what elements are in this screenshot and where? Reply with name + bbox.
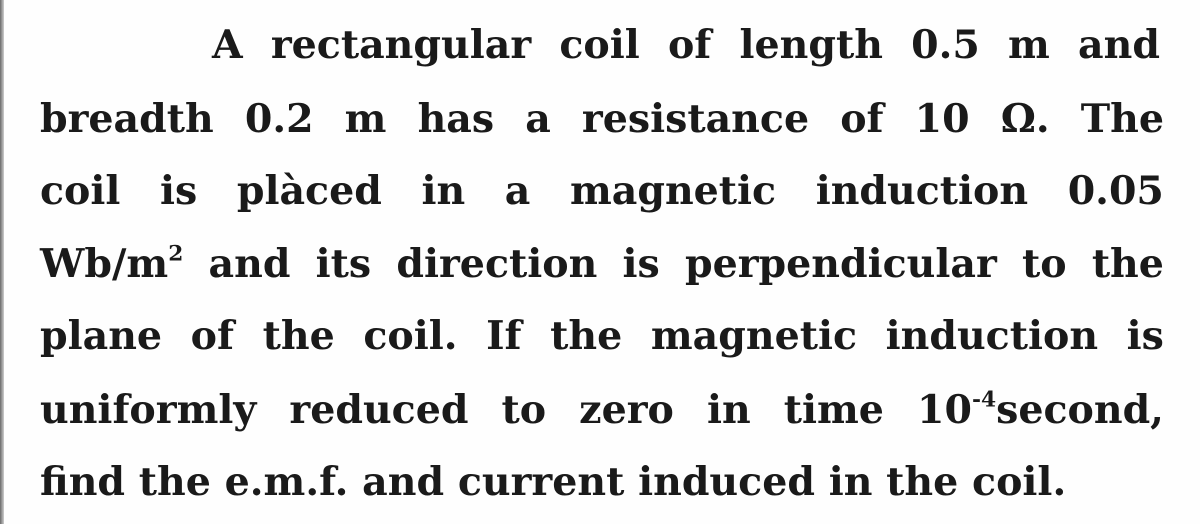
word: A (212, 22, 243, 68)
word: coil. (363, 313, 458, 359)
word: coil (40, 168, 121, 214)
word: magnetic (569, 168, 777, 214)
word: perpendicular (684, 241, 997, 287)
word: a (504, 168, 531, 214)
word: is (622, 241, 660, 287)
problem-line-7: find the e.m.f. and current induced in the coil. (40, 459, 1067, 505)
word: The (1080, 96, 1164, 142)
word: resistance (581, 96, 810, 142)
word: of (840, 96, 884, 142)
page-edge-shadow (0, 0, 4, 524)
word: and (208, 241, 291, 287)
word: in (421, 168, 466, 214)
word: rectangular (270, 22, 532, 68)
problem-line-1 (212, 22, 1160, 68)
problem-line-2 (40, 96, 1164, 142)
word: time (783, 387, 884, 433)
word: its (315, 241, 372, 287)
word: 0.5 (911, 22, 980, 68)
word: coil (559, 22, 640, 68)
word: m (1008, 22, 1050, 68)
word: has (417, 96, 495, 142)
time-exponent: -4 (971, 387, 997, 413)
word: the (262, 313, 335, 359)
word: induction (885, 313, 1099, 359)
word: to (501, 387, 547, 433)
word: m (344, 96, 387, 142)
word: is (1126, 313, 1164, 359)
word: magnetic (650, 313, 858, 359)
problem-line-4 (40, 241, 1164, 287)
word: in (706, 387, 751, 433)
word: is (160, 168, 198, 214)
word: plane (40, 313, 163, 359)
word: a (525, 96, 551, 142)
word: 10 (914, 96, 970, 142)
unit-exponent: 2 (168, 241, 184, 267)
problem-line-3 (40, 168, 1164, 214)
time-value: $10^{-4}second$, (916, 387, 1164, 433)
word: of (190, 313, 235, 359)
word: 0.05 (1067, 168, 1164, 214)
word: zero (579, 387, 674, 433)
unit-wb-per-m2: $Wb/m^2$ (40, 241, 184, 287)
word: to (1022, 241, 1067, 287)
word: and (1078, 22, 1160, 68)
word: If (486, 313, 522, 359)
word: uniformly (40, 387, 257, 433)
word: the (550, 313, 623, 359)
word: reduced (289, 387, 469, 433)
word: direction (396, 241, 598, 287)
word: of (667, 22, 712, 68)
word: Ω. (1000, 96, 1050, 142)
word: induction (815, 168, 1029, 214)
word: 0.2 (244, 96, 314, 142)
word: length (739, 22, 883, 68)
word: plàced (236, 168, 382, 214)
word: the (1091, 241, 1164, 287)
problem-line-6 (40, 387, 1164, 433)
word: breadth (40, 96, 214, 142)
problem-line-5 (40, 313, 1164, 359)
